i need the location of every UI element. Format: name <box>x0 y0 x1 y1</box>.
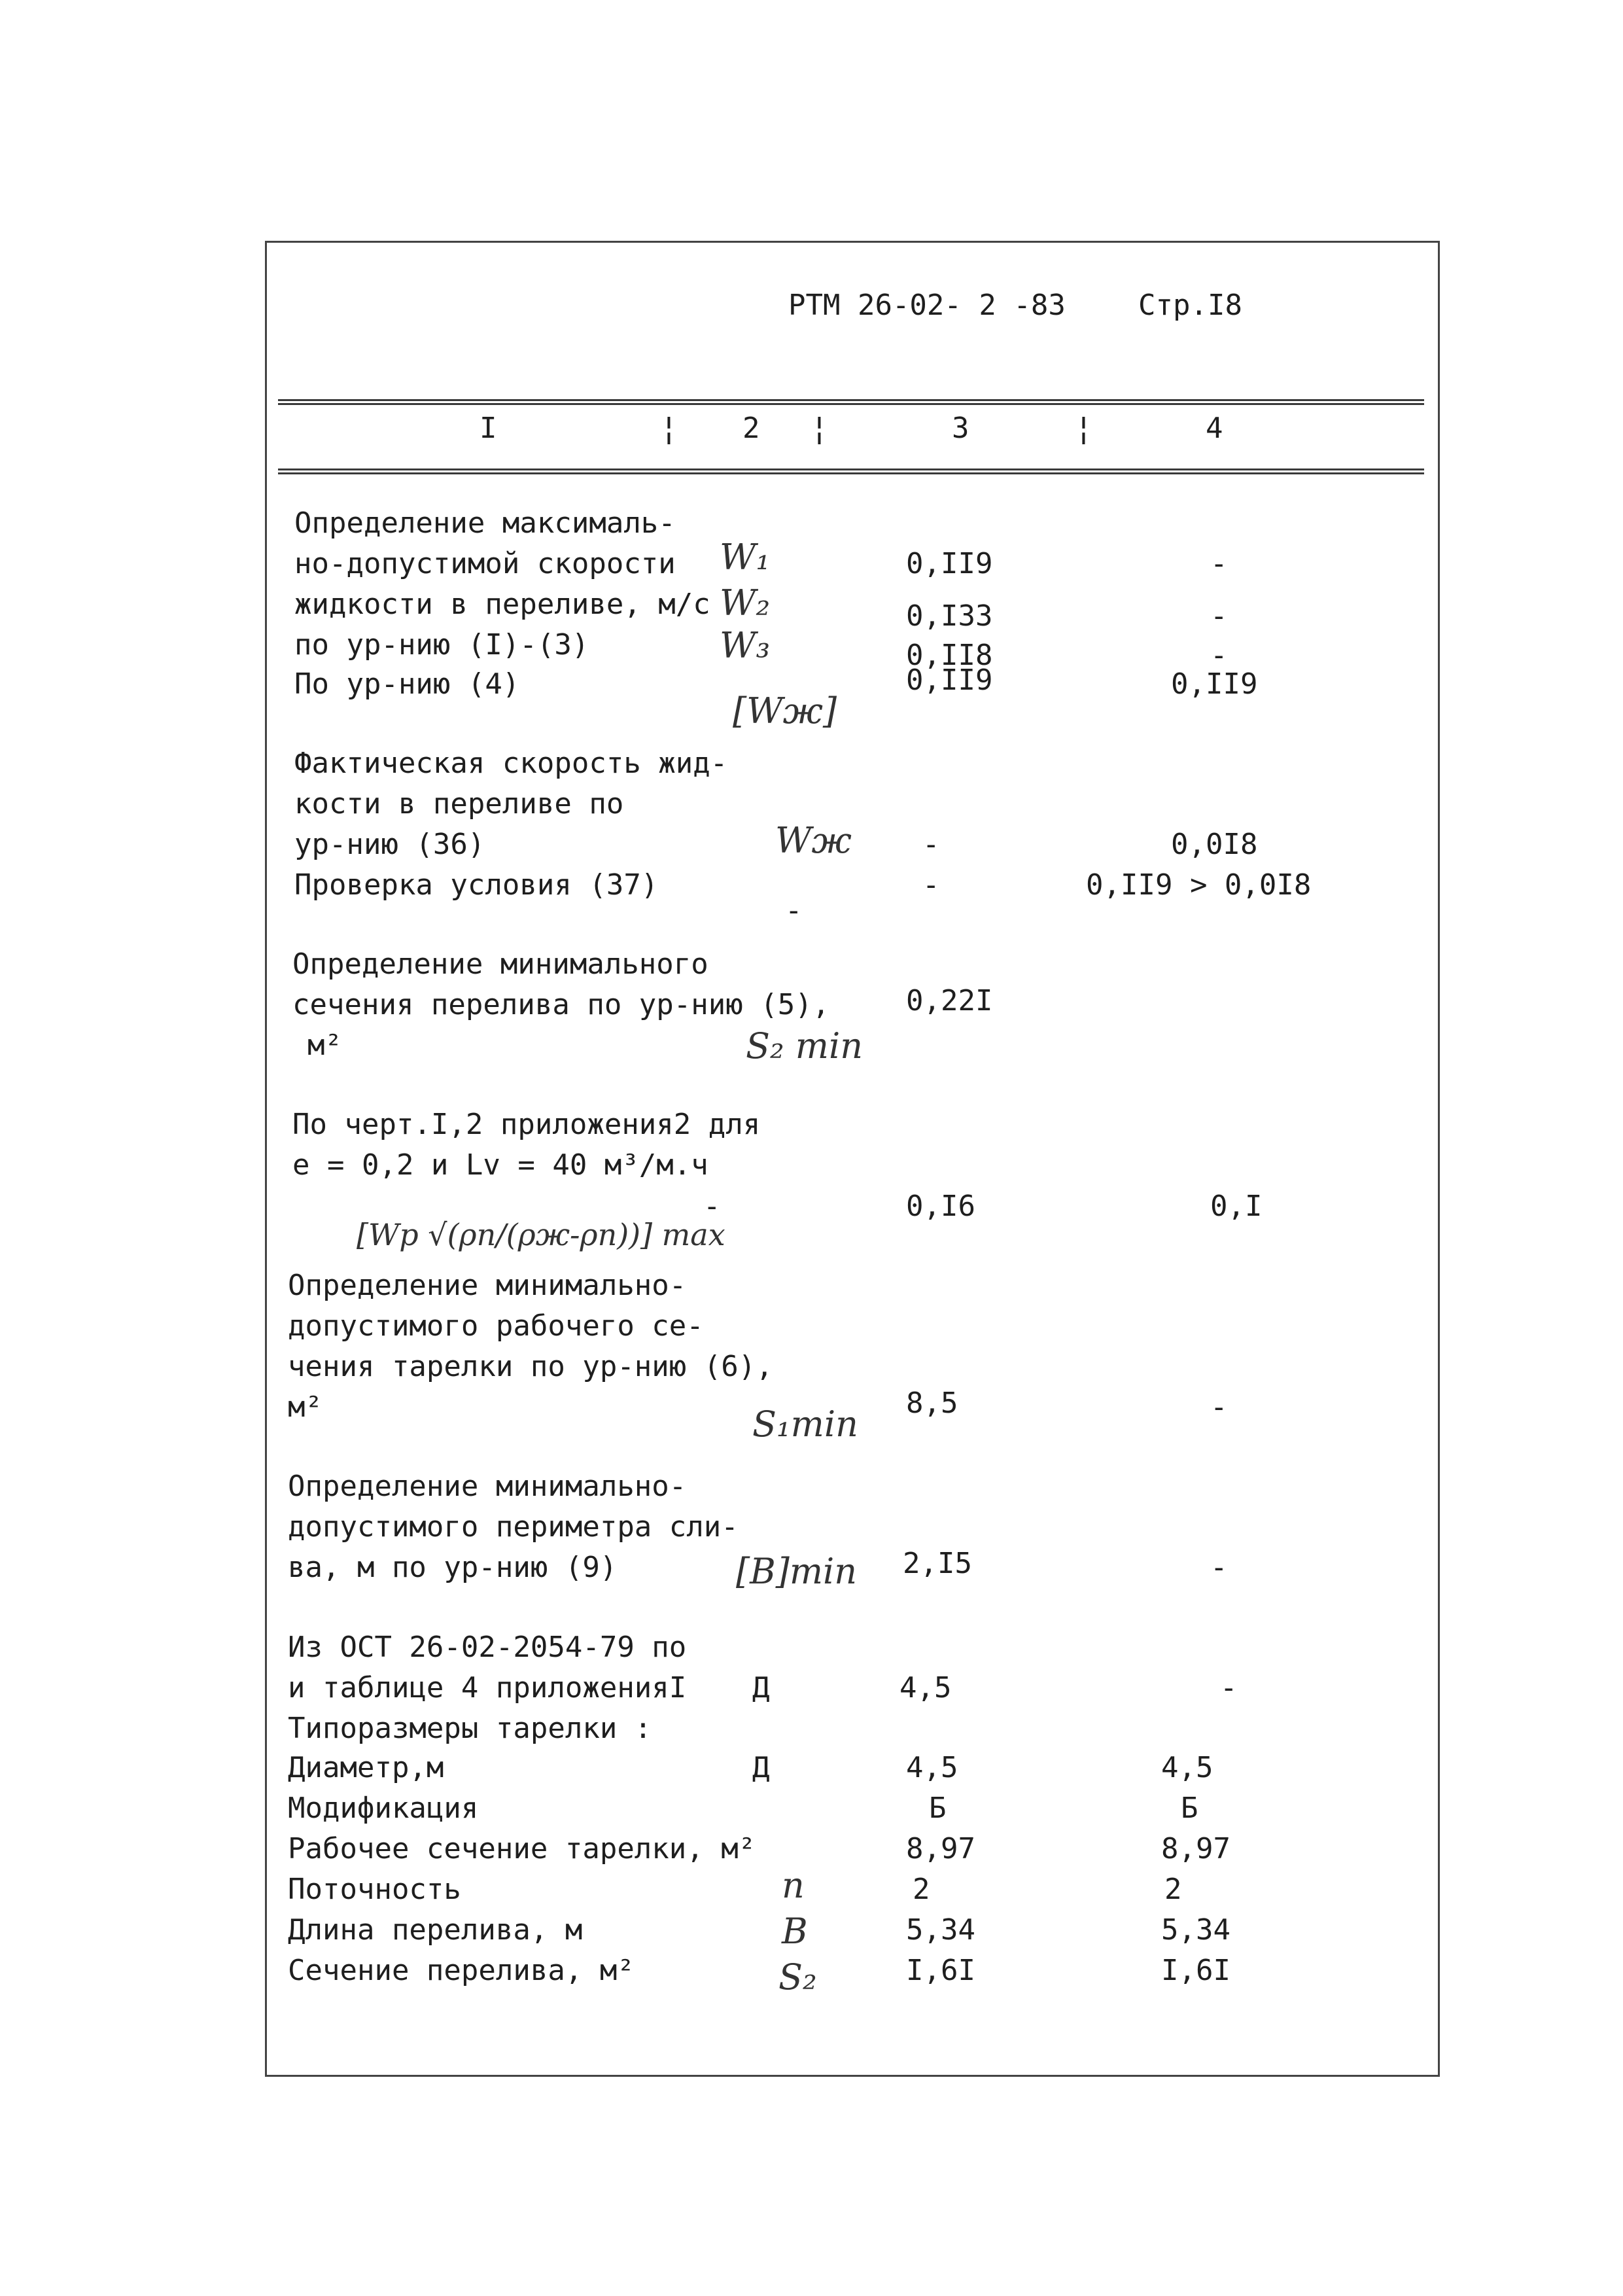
document-code: РТМ 26-02- 2 -83 <box>788 289 1066 322</box>
row-label-line: По ур-нию (4) <box>294 667 520 701</box>
value-col4: - <box>1220 1671 1238 1704</box>
value-col4: 0,I <box>1210 1190 1263 1223</box>
symbol: Wж <box>775 820 852 861</box>
value-col3: I,6I <box>906 1954 975 1987</box>
symbol: [B]min <box>736 1551 858 1592</box>
value-col3: 0,II9 <box>906 547 993 580</box>
value-col4: 0,0I8 <box>1171 828 1258 861</box>
value-col3: 4,5 <box>899 1671 952 1704</box>
row-label-line: сечения перелива по ур-нию (5), <box>292 988 830 1021</box>
symbol: B <box>782 1911 808 1952</box>
row-label-line: Типоразмеры тарелки : <box>288 1712 652 1745</box>
row-label-line: По черт.I,2 приложения2 для <box>292 1108 761 1141</box>
value-col3: 5,34 <box>906 1913 975 1947</box>
symbol: Д <box>752 1671 770 1704</box>
value-col3: - <box>922 828 940 861</box>
value-col3: 2 <box>913 1873 930 1906</box>
value-col3: Б <box>929 1792 947 1825</box>
row-label-line: Сечение перелива, м² <box>288 1954 635 1987</box>
value-col2: - <box>703 1190 721 1223</box>
value-col3: 0,II9 <box>906 663 993 697</box>
row-label-line: Определение минимального <box>292 947 708 981</box>
value-col3: 0,II8 <box>906 639 993 672</box>
header-rule-bottom <box>278 468 1424 470</box>
column-separator: ¦ <box>659 410 678 447</box>
row-label-line: Поточность <box>288 1873 461 1906</box>
header-rule-top-2 <box>278 403 1424 405</box>
row-label-line: Определение минимально- <box>288 1269 687 1302</box>
value-col3: 8,97 <box>906 1832 975 1865</box>
row-label-line: Длина перелива, м <box>288 1913 583 1947</box>
symbol: W₁ <box>720 537 771 578</box>
row-label-line: по ур-нию (I)-(3) <box>294 628 589 662</box>
row-label-line: кости в переливе по <box>294 787 624 821</box>
value-col4: 0,II9 > 0,0I8 <box>1086 868 1312 902</box>
row-label-line: допустимого периметра сли- <box>288 1510 739 1544</box>
value-col3: 0,I33 <box>906 599 993 633</box>
row-label-line: Из ОСТ 26-02-2054-79 по <box>288 1631 687 1664</box>
row-label-line: Модификация <box>288 1792 479 1825</box>
column-header-4: 4 <box>1206 412 1223 445</box>
value-col3: - <box>922 868 940 902</box>
column-separator: ¦ <box>810 410 829 447</box>
header-rule-bottom-2 <box>278 472 1424 474</box>
row-label-line: чения тарелки по ур-нию (6), <box>288 1350 773 1383</box>
row-label-line: допустимого рабочего се- <box>288 1309 704 1343</box>
symbol: S₁min <box>752 1404 858 1445</box>
value-col4: 4,5 <box>1161 1751 1213 1784</box>
row-label-line: жидкости в переливе, м/с <box>294 588 710 621</box>
row-label-line: но-допустимой скорости <box>294 547 676 580</box>
row-label-line: е = 0,2 и Lv = 40 м³/м.ч <box>292 1148 708 1182</box>
row-label-line: Определение минимально- <box>288 1470 687 1503</box>
column-separator: ¦ <box>1074 410 1093 447</box>
value-col3: 4,5 <box>906 1751 958 1784</box>
value-col4: 0,II9 <box>1171 667 1258 701</box>
formula-symbol: [Wр √(ρп/(ρж-ρп))] max <box>357 1217 725 1252</box>
row-label-line: Фактическая скорость жид- <box>294 747 728 780</box>
symbol: Д <box>752 1751 770 1784</box>
row-label-line: Диаметр,м <box>288 1751 444 1784</box>
symbol: S₂ <box>778 1956 817 1998</box>
symbol: n <box>782 1865 805 1906</box>
column-header-3: 3 <box>952 412 969 445</box>
symbol: W₂ <box>720 582 771 624</box>
value-col4: - <box>1210 1551 1228 1584</box>
value-col4: Б <box>1181 1792 1198 1825</box>
value-col4: 5,34 <box>1161 1913 1230 1947</box>
value-col4: - <box>1210 547 1228 580</box>
value-col3: 0,22I <box>906 984 993 1017</box>
row-label-line: м² <box>307 1029 342 1062</box>
value-col3: 2,I5 <box>903 1547 972 1580</box>
row-label-line: Определение максималь- <box>294 506 676 540</box>
value-col3: 8,5 <box>906 1386 958 1420</box>
symbol: [Wж] <box>733 690 837 732</box>
value-col4: 8,97 <box>1161 1832 1230 1865</box>
symbol: S₂ min <box>746 1025 864 1067</box>
symbol: W₃ <box>720 625 771 666</box>
value-col4: 2 <box>1164 1873 1182 1906</box>
row-label-line: ва, м по ур-нию (9) <box>288 1551 618 1584</box>
row-label-line: м² <box>288 1390 323 1424</box>
value-col4: - <box>1210 1390 1228 1424</box>
header-rule-top <box>278 399 1424 401</box>
row-label-line: и таблице 4 приложенияI <box>288 1671 687 1704</box>
row-label-line: ур-нию (36) <box>294 828 485 861</box>
value-col4: - <box>1210 639 1228 672</box>
page-number: Стр.I8 <box>1138 289 1242 322</box>
row-label-line: Проверка условия (37) <box>294 868 659 902</box>
symbol: - <box>785 894 803 927</box>
value-col4: - <box>1210 599 1228 633</box>
column-header-2: 2 <box>742 412 760 445</box>
row-label-line: Рабочее сечение тарелки, м² <box>288 1832 756 1865</box>
value-col4: I,6I <box>1161 1954 1230 1987</box>
column-header-1: I <box>480 412 497 445</box>
value-col3: 0,I6 <box>906 1190 975 1223</box>
